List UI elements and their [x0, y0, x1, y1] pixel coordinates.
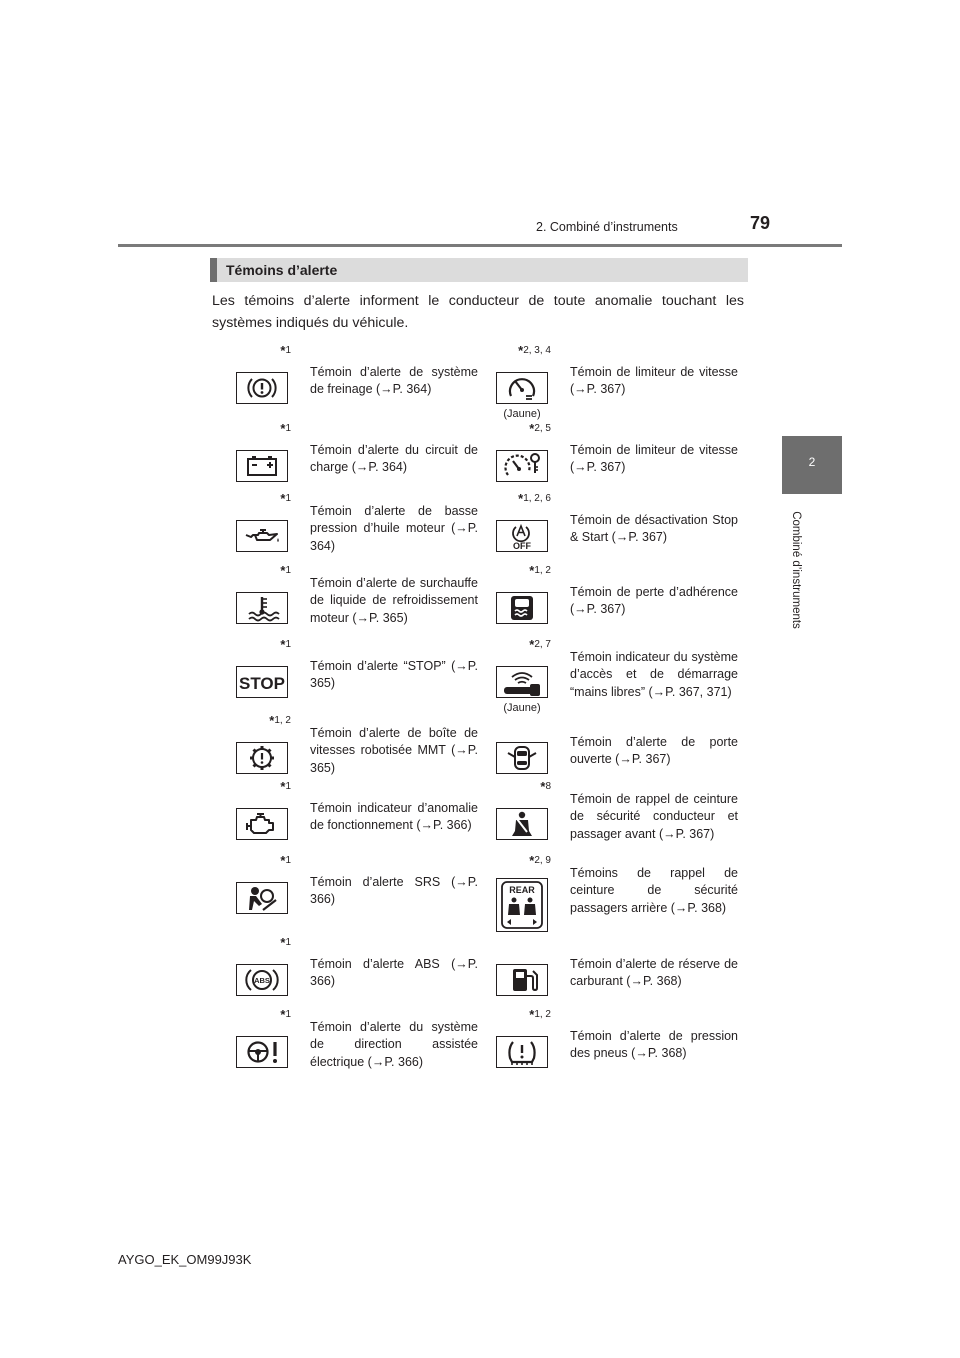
warning-description: Témoin d’alerte de boîte de vitesses robotisée MMT (→P. 365) [310, 725, 478, 775]
svg-text:STOP: STOP [239, 674, 285, 693]
footnote-ref: *1 [280, 491, 291, 506]
srs-airbag-icon [236, 882, 288, 914]
warning-item-oil-pressure [210, 491, 478, 564]
document-code: AYGO_EK_OM99J93K [118, 1252, 252, 1267]
section-title: Témoins d’alerte [226, 262, 338, 278]
color-note: (Jaune) [503, 702, 541, 714]
intro-paragraph: Les témoins d’alerte informent le conducteur de toute anomalie touchant les systèmes indiqués du véhicule. [212, 293, 744, 331]
warning-description: Témoin d’alerte de surchauffe de liquide de refroidissement moteur (→P. 365) [310, 575, 478, 625]
warning-item-fuel [470, 938, 738, 1008]
warning-description: Témoin d’alerte de basse pression d’huile moteur (→P. 364) [310, 503, 478, 553]
chapter-tab-label-text: Combiné d’instruments [790, 511, 802, 629]
warning-description: Témoin d’alerte du circuit de charge (→P. 364) [310, 442, 478, 474]
footnote-ref: *1 [280, 935, 291, 950]
footnote-ref: *1, 2, 6 [518, 491, 551, 506]
warning-item-abs [210, 935, 478, 1008]
warning-description: Témoin d’alerte SRS (→P. 366) [310, 874, 478, 906]
check-engine-icon [236, 808, 288, 840]
smart-entry-key-icon [496, 666, 548, 698]
warning-item-smart-entry [470, 637, 738, 714]
footnote-ref: *1 [280, 637, 291, 652]
chapter-tab-label [786, 500, 806, 640]
warning-item-check-engine [210, 779, 478, 852]
oil-pressure-icon [236, 520, 288, 552]
footnote-ref: *2, 3, 4 [518, 343, 551, 358]
stop-icon [236, 666, 288, 698]
warning-description: Témoin indicateur du système d’accès et de démarrage “mains libres” (→P. 367, 371) [570, 649, 738, 699]
footnote-ref: *2, 9 [529, 853, 551, 868]
warning-description: Témoin de rappel de ceinture de sécurité conducteur et passager avant (→P. 367) [570, 791, 738, 841]
warning-description: Témoin de limiteur de vitesse (→P. 367) [570, 364, 738, 396]
footnote-ref: *2, 7 [529, 637, 551, 652]
footnote-ref: *1, 2 [529, 563, 551, 578]
svg-text:ABS: ABS [254, 976, 270, 985]
brake-warning-icon [236, 372, 288, 404]
warning-description: Témoin d’alerte de porte ouverte (→P. 367) [570, 734, 738, 766]
speed-limiter-warning-icon [496, 450, 548, 482]
abs-icon [236, 964, 288, 996]
warning-item-gearbox [210, 713, 478, 786]
running-header-section: 2. Combiné d’instruments [536, 220, 678, 234]
warning-item-seatbelt [470, 779, 738, 852]
footnote-ref: *1 [280, 779, 291, 794]
color-note: (Jaune) [503, 408, 541, 420]
speed-limiter-icon [496, 372, 548, 404]
warning-item-charging [210, 421, 478, 494]
footnote-ref: *8 [540, 779, 551, 794]
warning-item-speed-limiter-2 [470, 421, 738, 494]
warning-item-slip [470, 563, 738, 636]
warning-description: Témoin indicateur d’anomalie de fonctionnement (→P. 366) [310, 800, 478, 832]
footnote-ref: *1 [280, 1007, 291, 1022]
warning-item-brake [210, 343, 478, 416]
svg-text:REAR: REAR [509, 885, 535, 895]
warning-description: Témoin d’alerte de réserve de carburant (→P. 368) [570, 956, 738, 988]
footnote-ref: *1 [280, 421, 291, 436]
fuel-reserve-icon [496, 964, 548, 996]
warning-item-stop [210, 637, 478, 710]
chapter-tab: 2 [782, 436, 842, 494]
warning-item-rear-seatbelt [470, 853, 738, 926]
section-heading-bar [210, 258, 217, 282]
footnote-ref: *1 [280, 853, 291, 868]
warning-description: Témoin d’alerte ABS (→P. 366) [310, 956, 478, 988]
footnote-ref: *1 [280, 343, 291, 358]
warning-item-stop-start [470, 491, 738, 564]
door-open-icon [496, 742, 548, 774]
section-heading [210, 258, 748, 282]
footnote-ref: *1 [280, 563, 291, 578]
warning-item-srs [210, 853, 478, 926]
battery-charge-icon [236, 450, 288, 482]
coolant-temperature-icon [236, 592, 288, 624]
warning-item-speed-limiter [470, 343, 738, 420]
header-rule [118, 244, 842, 247]
warning-description: Témoin d’alerte “STOP” (→P. 365) [310, 658, 478, 690]
warning-description: Témoins de rappel de ceinture de sécurité passagers arrière (→P. 368) [570, 865, 738, 915]
warning-description: Témoin de désactivation Stop & Start (→P. 367) [570, 512, 738, 544]
rear-seatbelt-icon [496, 878, 548, 932]
power-steering-icon [236, 1036, 288, 1068]
seatbelt-reminder-icon [496, 808, 548, 840]
footnote-ref: *1, 2 [269, 713, 291, 728]
svg-text:OFF: OFF [513, 541, 531, 551]
warning-item-coolant [210, 563, 478, 636]
footnote-ref: *1, 2 [529, 1007, 551, 1022]
footnote-ref: *2, 5 [529, 421, 551, 436]
warning-item-tire-pressure [470, 1007, 738, 1080]
page-number: 79 [750, 213, 771, 233]
tire-pressure-icon [496, 1036, 548, 1068]
warning-item-door-open [470, 716, 738, 786]
gearbox-warning-icon [236, 742, 288, 774]
stop-start-off-icon [496, 520, 548, 552]
slip-indicator-icon [496, 592, 548, 624]
warning-description: Témoin de limiteur de vitesse (→P. 367) [570, 442, 738, 474]
warning-description: Témoin d’alerte du système de direction assistée électrique (→P. 366) [310, 1019, 478, 1069]
warning-description: Témoin d’alerte de pression des pneus (→P. 368) [570, 1028, 738, 1060]
warning-item-power-steering [210, 1007, 478, 1080]
warning-description: Témoin d’alerte de système de freinage (→P. 364) [310, 364, 478, 396]
warning-description: Témoin de perte d’adhérence (→P. 367) [570, 584, 738, 616]
